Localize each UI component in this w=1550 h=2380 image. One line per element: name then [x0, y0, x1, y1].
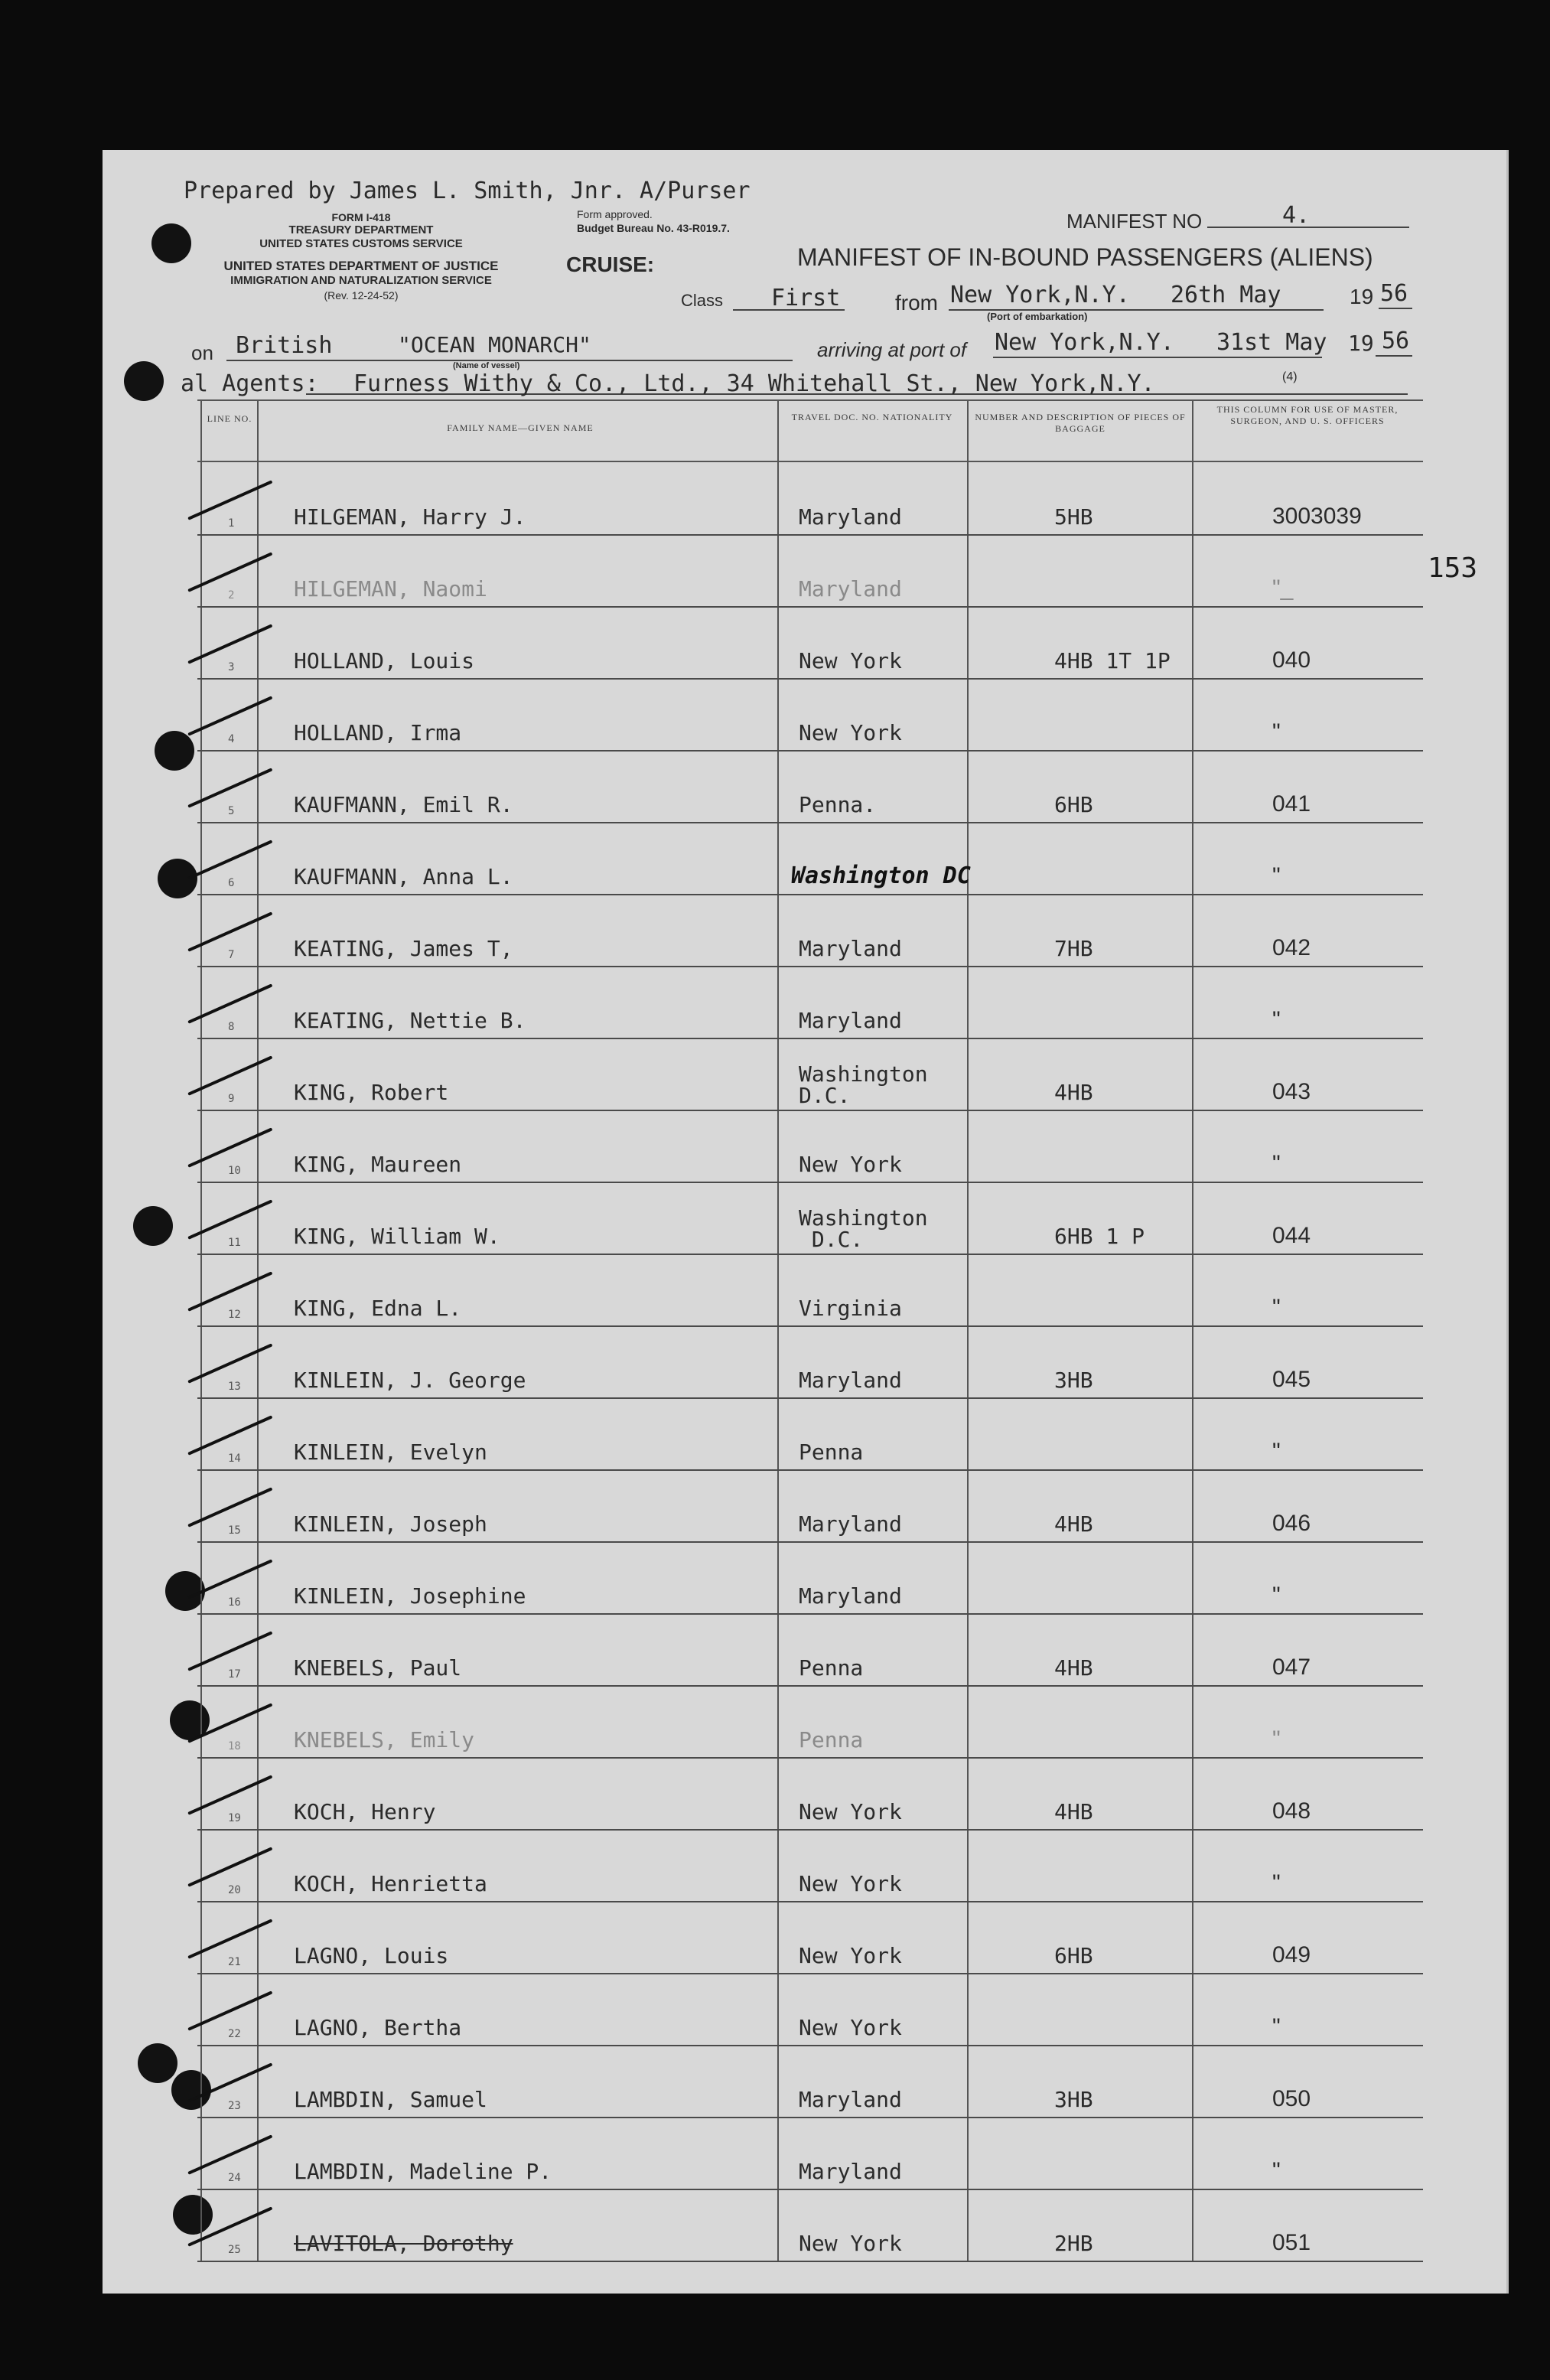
nationality: Washington D.C.	[799, 1061, 928, 1108]
line-number: 2	[228, 589, 235, 602]
passenger-name: KINLEIN, Joseph	[294, 1511, 487, 1537]
line-number: 5	[228, 805, 235, 817]
passenger-name: KING, Robert	[294, 1080, 449, 1105]
officer-number: 045	[1272, 1367, 1311, 1392]
passenger-name: KINLEIN, J. George	[294, 1368, 526, 1393]
line-number: 9	[228, 1093, 235, 1105]
officer-number: "	[1272, 1726, 1281, 1752]
line-number: 17	[228, 1668, 241, 1681]
passenger-name: LAVITOLA, Dorothy	[294, 2231, 513, 2256]
nationality: Maryland	[799, 1008, 902, 1033]
treasury-dept: TREASURY DEPARTMENT	[288, 223, 434, 236]
justice-dept: UNITED STATES DEPARTMENT OF JUSTICE	[223, 259, 499, 273]
line-number: 23	[228, 2100, 241, 2112]
port-caption: (Port of embarkation)	[987, 311, 1088, 322]
page-number: 153	[1428, 553, 1478, 584]
form-approved: Form approved.	[577, 208, 653, 220]
line-number: 6	[228, 877, 235, 889]
line-number: 3	[228, 661, 235, 673]
arrival-port: New York,N.Y.	[995, 329, 1174, 356]
officer-number: 043	[1272, 1079, 1311, 1104]
punch-hole	[151, 223, 191, 263]
budget-bureau: Budget Bureau No. 43-R019.7.	[577, 222, 730, 234]
table-row	[197, 1829, 1423, 1902]
nationality: Maryland	[799, 2159, 902, 2184]
passenger-name: KOCH, Henrietta	[294, 1871, 487, 1896]
punch-hole	[124, 361, 164, 401]
line-number: 24	[228, 2172, 241, 2184]
nationality: Maryland	[799, 2087, 902, 2112]
line-number: 7	[228, 949, 235, 961]
line-number: 11	[228, 1237, 241, 1249]
departure-date: 26th May	[1171, 282, 1281, 308]
passenger-name: KINLEIN, Evelyn	[294, 1439, 487, 1465]
punch-hole	[155, 731, 194, 771]
table-row	[197, 1325, 1423, 1399]
officer-number: 041	[1272, 791, 1311, 817]
nationality: Washington DC	[791, 862, 971, 889]
table-row	[197, 1397, 1423, 1471]
table-row	[197, 1757, 1423, 1831]
nationality: New York	[799, 2015, 902, 2040]
officer-number: 046	[1272, 1511, 1311, 1536]
passenger-name: LAMBDIN, Samuel	[294, 2087, 487, 2112]
vessel-nationality: British	[236, 332, 333, 359]
agents-note: (4)	[1282, 370, 1298, 383]
passenger-name: LAGNO, Louis	[294, 1943, 449, 1968]
cruise-label: CRUISE:	[566, 253, 655, 276]
officer-number: "	[1272, 863, 1281, 888]
officer-number: "_	[1272, 575, 1294, 601]
officer-number: "	[1272, 1583, 1281, 1608]
line-number: 8	[228, 1021, 235, 1033]
passenger-name: KINLEIN, Josephine	[294, 1583, 526, 1609]
passenger-name: HILGEMAN, Naomi	[294, 576, 487, 602]
prepared-by: Prepared by James L. Smith, Jnr. A/Purser	[184, 178, 751, 204]
table-row	[197, 750, 1423, 823]
baggage: 2HB	[1054, 2231, 1093, 2256]
nationality: Maryland	[799, 1583, 902, 1609]
arrival-year-prefix: 19	[1348, 331, 1374, 356]
officer-number: "	[1272, 1295, 1281, 1320]
line-number: 12	[228, 1309, 241, 1321]
officer-number: "	[1272, 1439, 1281, 1464]
class-label: Class	[681, 291, 724, 310]
col-line-no: LINE NO.	[207, 413, 252, 424]
table-row	[197, 1469, 1423, 1543]
officer-number: 047	[1272, 1655, 1311, 1680]
baggage: 4HB	[1054, 1799, 1093, 1824]
line-number: 18	[228, 1740, 241, 1752]
nationality: Maryland	[799, 576, 902, 602]
arrival-year: 56	[1382, 328, 1410, 354]
line-number: 14	[228, 1452, 241, 1465]
passenger-name: KNEBELS, Paul	[294, 1655, 462, 1681]
officer-number: 040	[1272, 647, 1311, 673]
passenger-name: KAUFMANN, Anna L.	[294, 864, 513, 889]
line-number: 13	[228, 1381, 241, 1393]
departure-year-line	[1379, 308, 1412, 309]
passenger-name: HOLLAND, Louis	[294, 648, 475, 673]
officer-number: "	[1272, 719, 1281, 745]
nationality: New York	[799, 720, 902, 745]
table-row	[197, 606, 1423, 680]
table-row	[197, 678, 1423, 751]
nationality: Penna.	[799, 792, 877, 817]
table-row	[197, 1685, 1423, 1759]
nationality: Washington D.C.	[799, 1205, 928, 1252]
officer-number: 051	[1272, 2230, 1311, 2255]
table-row	[197, 462, 1423, 536]
nationality: Maryland	[799, 504, 902, 530]
baggage: 4HB 1T 1P	[1054, 648, 1171, 673]
passenger-name: KING, Maureen	[294, 1152, 462, 1177]
table-top-rule	[197, 399, 1423, 401]
nationality: Maryland	[799, 936, 902, 961]
line-number: 19	[228, 1812, 241, 1824]
ins-service: IMMIGRATION AND NATURALIZATION SERVICE	[230, 274, 492, 287]
line-number: 1	[228, 517, 235, 530]
baggage: 6HB	[1054, 1943, 1093, 1968]
baggage: 6HB	[1054, 792, 1093, 817]
passenger-name: KING, Edna L.	[294, 1296, 462, 1321]
nationality: New York	[799, 1871, 902, 1896]
table-row	[197, 1901, 1423, 1974]
table-row	[197, 1973, 1423, 2046]
passenger-name: LAGNO, Bertha	[294, 2015, 462, 2040]
agents-label: al Agents:	[181, 370, 319, 397]
table-row	[197, 1613, 1423, 1687]
line-number: 4	[228, 733, 235, 745]
table-row	[197, 1038, 1423, 1111]
officer-number: 050	[1272, 2086, 1311, 2111]
punch-hole	[133, 1206, 173, 1246]
class-value: First	[771, 285, 841, 311]
arriving-label: arriving at port of	[817, 338, 967, 361]
from-label: from	[895, 291, 938, 315]
officer-number: "	[1272, 1007, 1281, 1032]
baggage: 3HB	[1054, 1368, 1093, 1393]
col-officers: THIS COLUMN FOR USE OF MASTER, SURGEON, AND U. S. OFFICERS	[1216, 404, 1399, 426]
vessel-caption: (Name of vessel)	[453, 361, 520, 370]
line-number: 10	[228, 1165, 241, 1177]
arrival-date: 31st May	[1216, 329, 1327, 356]
col-name: FAMILY NAME—GIVEN NAME	[447, 422, 594, 433]
from-value: New York,N.Y.	[950, 282, 1130, 308]
passenger-name: HILGEMAN, Harry J.	[294, 504, 526, 530]
manifest-no: 4.	[1282, 202, 1311, 229]
punch-hole	[138, 2043, 177, 2083]
nationality: Penna	[799, 1727, 864, 1752]
table-row	[197, 1110, 1423, 1183]
departure-year: 56	[1380, 280, 1408, 307]
table-row	[197, 822, 1423, 895]
passenger-name: KOCH, Henry	[294, 1799, 436, 1824]
officer-number: 3003039	[1272, 504, 1362, 529]
nationality: Penna	[799, 1439, 864, 1465]
table-row	[197, 2189, 1423, 2262]
table-row	[197, 1182, 1423, 1255]
nationality: New York	[799, 1152, 902, 1177]
passenger-name: KAUFMANN, Emil R.	[294, 792, 513, 817]
table-row	[197, 2045, 1423, 2118]
col-baggage: NUMBER AND DESCRIPTION OF PIECES OF BAGGAGE	[975, 412, 1186, 434]
table-row	[197, 534, 1423, 608]
officer-number: "	[1272, 2158, 1281, 2183]
nationality: New York	[799, 648, 902, 673]
baggage: 4HB	[1054, 1655, 1093, 1681]
baggage: 7HB	[1054, 936, 1093, 961]
nationality: Maryland	[799, 1511, 902, 1537]
line-number: 16	[228, 1596, 241, 1609]
line-number: 15	[228, 1524, 241, 1537]
manifest-no-label: MANIFEST NO	[1066, 210, 1203, 233]
table-row	[197, 1541, 1423, 1615]
agents-value: Furness Withy & Co., Ltd., 34 Whitehall St., New York,N.Y.	[353, 370, 1155, 397]
officer-number: 048	[1272, 1798, 1311, 1824]
vessel-name: "OCEAN MONARCH"	[398, 332, 591, 357]
passenger-name: KNEBELS, Emily	[294, 1727, 475, 1752]
passenger-name: HOLLAND, Irma	[294, 720, 462, 745]
arrival-line	[993, 357, 1322, 358]
baggage: 4HB	[1054, 1511, 1093, 1537]
form-number: FORM I-418	[331, 211, 391, 223]
table-row	[197, 2117, 1423, 2190]
officer-number: 049	[1272, 1942, 1311, 1968]
nationality: Virginia	[799, 1296, 902, 1321]
passenger-name: KING, William W.	[294, 1224, 500, 1249]
line-number: 20	[228, 1884, 241, 1896]
officer-number: "	[1272, 1151, 1281, 1176]
col-travel-doc: TRAVEL DOC. NO. NATIONALITY	[791, 412, 953, 422]
officer-number: 044	[1272, 1223, 1311, 1248]
officer-number: "	[1272, 2014, 1281, 2039]
baggage: 6HB 1 P	[1054, 1224, 1145, 1249]
line-number: 22	[228, 2028, 241, 2040]
arrival-year-line	[1376, 355, 1412, 357]
nationality: New York	[799, 1943, 902, 1968]
manifest-title: MANIFEST OF IN-BOUND PASSENGERS (ALIENS)	[797, 243, 1373, 271]
table-row	[197, 966, 1423, 1039]
departure-year-prefix: 19	[1350, 285, 1374, 308]
table-row	[197, 894, 1423, 967]
baggage: 3HB	[1054, 2087, 1093, 2112]
officer-number: 042	[1272, 935, 1311, 960]
line-number: 25	[228, 2244, 241, 2256]
nationality: Penna	[799, 1655, 864, 1681]
passenger-name: KEATING, Nettie B.	[294, 1008, 526, 1033]
nationality: New York	[799, 1799, 902, 1824]
on-label: on	[191, 341, 213, 364]
customs-service: UNITED STATES CUSTOMS SERVICE	[259, 237, 463, 250]
passenger-name: KEATING, James T,	[294, 936, 513, 961]
nationality: Maryland	[799, 1368, 902, 1393]
revision: (Rev. 12-24-52)	[324, 289, 399, 302]
baggage: 5HB	[1054, 504, 1093, 530]
table-row	[197, 1254, 1423, 1327]
line-number: 21	[228, 1956, 241, 1968]
baggage: 4HB	[1054, 1080, 1093, 1105]
officer-number: "	[1272, 1870, 1281, 1896]
nationality: New York	[799, 2231, 902, 2256]
passenger-name: LAMBDIN, Madeline P.	[294, 2159, 552, 2184]
